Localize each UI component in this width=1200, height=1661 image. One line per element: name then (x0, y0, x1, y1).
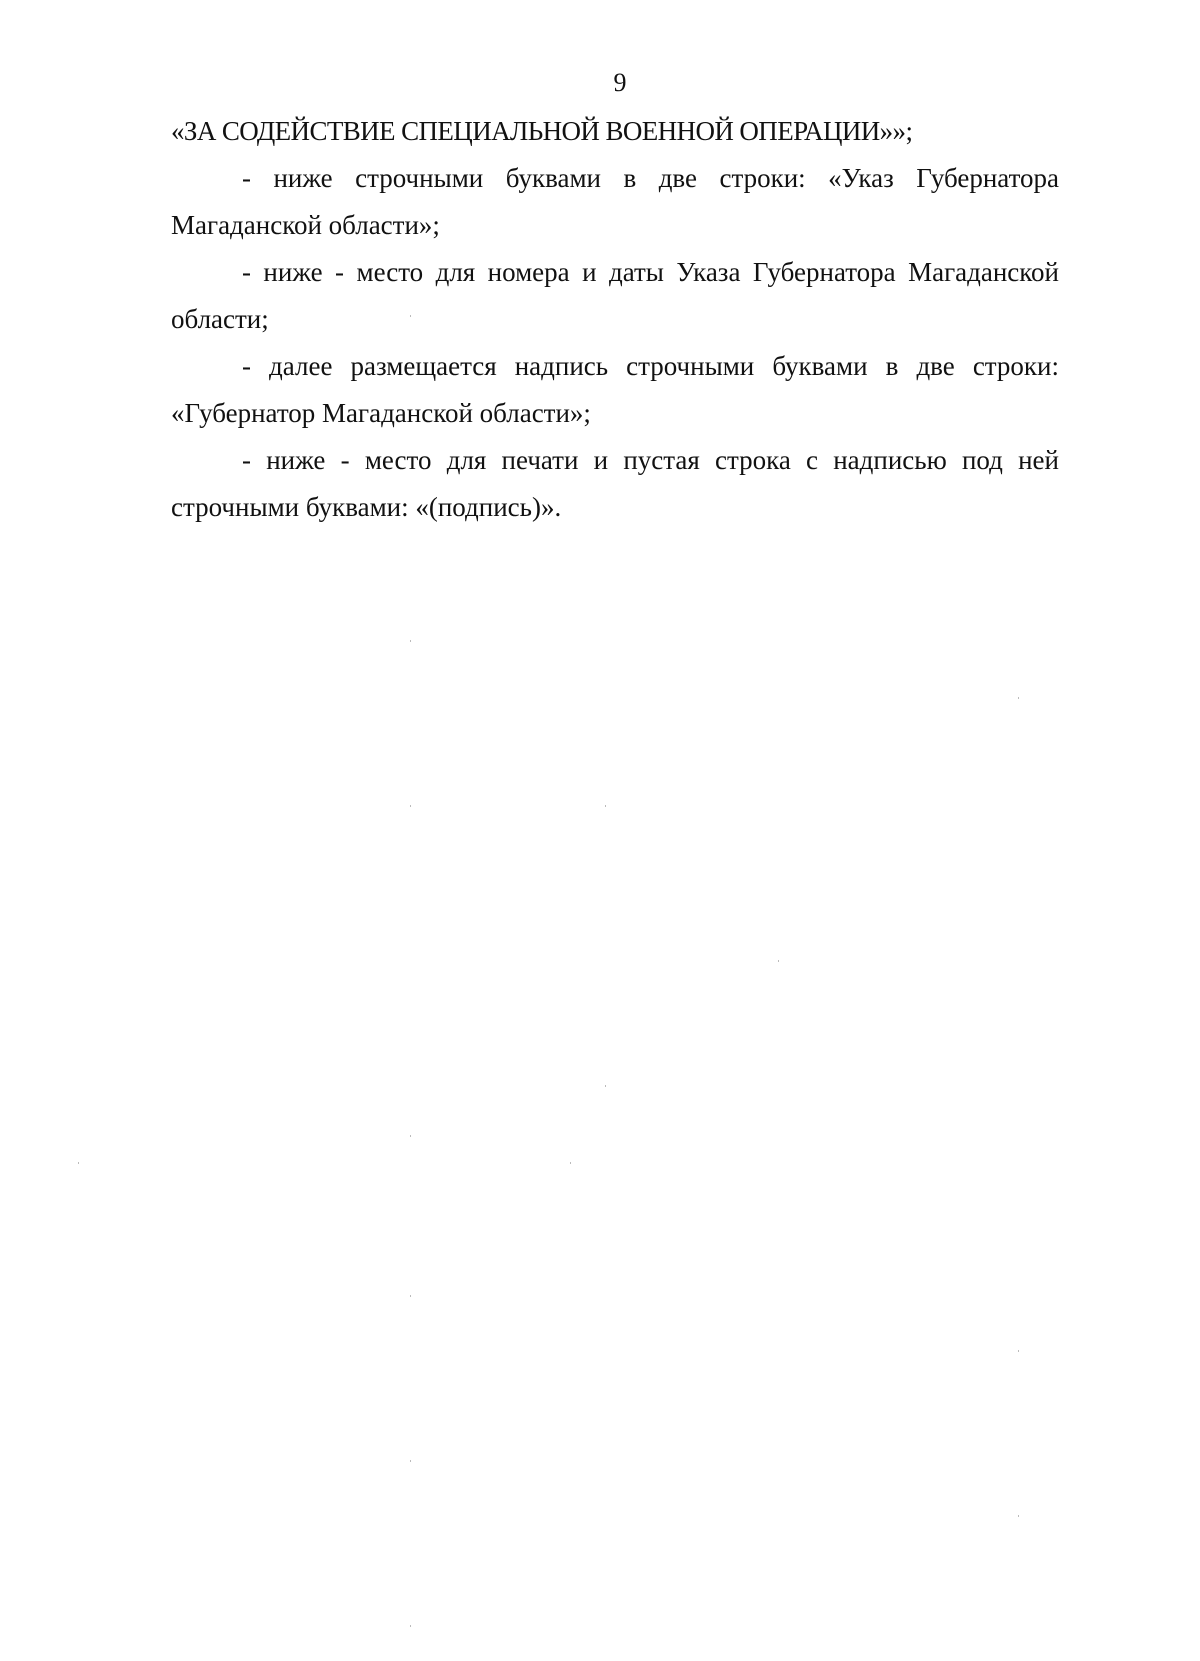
scan-speck (410, 1625, 411, 1627)
scan-speck (1018, 697, 1019, 699)
scan-speck (410, 1295, 411, 1297)
document-body (171, 108, 1059, 531)
scan-speck (410, 1460, 411, 1462)
scan-speck (410, 1135, 411, 1137)
paragraph: - ниже строчными буквами в две строки: «Указ Губернатора Магаданской области»; (171, 163, 1059, 240)
scan-speck (410, 805, 411, 807)
paragraph: - ниже - место для номера и даты Указа Губернатора Магаданской области; (171, 257, 1059, 334)
scan-speck (78, 1162, 79, 1164)
scan-speck (778, 960, 779, 962)
scan-speck (1018, 1515, 1019, 1517)
paragraph: - ниже - место для печати и пустая строка с надписью под ней строчными буквами: «(подпись)». (171, 445, 1059, 522)
scan-speck (410, 640, 411, 642)
paragraph: - далее размещается надпись строчными буквами в две строки: «Губернатор Магаданской области»; (171, 351, 1059, 428)
scan-speck (1018, 1350, 1019, 1352)
heading-line: «ЗА СОДЕЙСТВИЕ СПЕЦИАЛЬНОЙ ВОЕННОЙ ОПЕРАЦИИ»»; (171, 116, 913, 146)
page-number: 9 (613, 68, 627, 97)
scan-speck (605, 1085, 606, 1087)
scan-speck (570, 1162, 571, 1164)
scan-speck (410, 315, 411, 317)
scan-speck (605, 805, 606, 807)
